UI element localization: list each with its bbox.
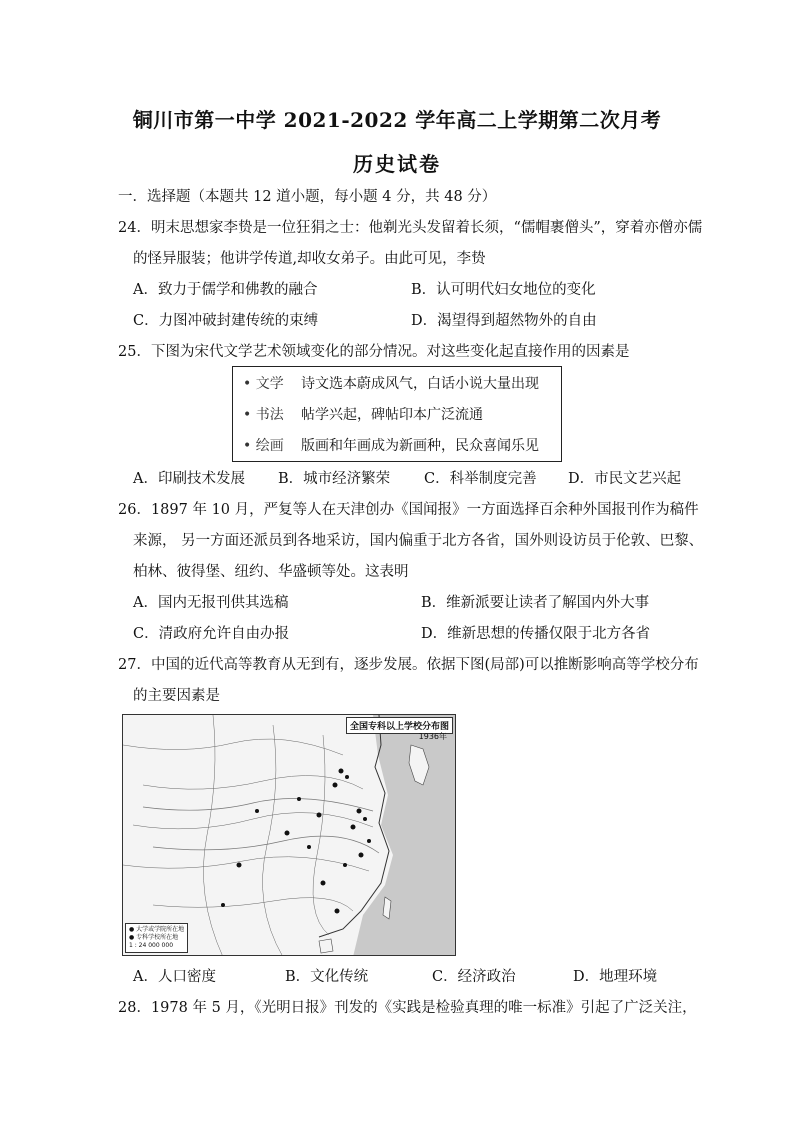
q25-box-category: • 文学 <box>243 376 284 392</box>
q24-option-c: C．力图冲破封建传统的束缚 <box>133 313 319 329</box>
q27-option-d: D．地理环境 <box>573 969 658 985</box>
q26-option-d: D．维新思想的传播仅限于北方各省 <box>421 626 651 642</box>
q25-box-text: 版画和年画成为新画种，民众喜闻乐见 <box>301 438 539 454</box>
hainan-island <box>319 939 333 953</box>
q24-stem-line2: 的怪异服装；他讲学传道,却收女弟子。由此可见，李贽 <box>133 251 486 267</box>
q26-stem-line1: 26．1897 年 10 月，严复等人在天津创办《国闻报》一方面选择百余种外国报刊作为稿件 <box>118 502 699 518</box>
q27-option-b: B．文化传统 <box>285 969 369 985</box>
exam-subject: 历史试卷 <box>353 152 441 176</box>
q24-option-d: D．渴望得到超然物外的自由 <box>411 313 597 329</box>
q24-option-b: B．认可明代妇女地位的变化 <box>411 282 596 298</box>
q25-box-row-painting <box>243 435 539 455</box>
q25-box-text: 诗文选本蔚成风气，白话小说大量出现 <box>301 376 539 392</box>
q25-box-text: 帖学兴起，碑帖印本广泛流通 <box>301 407 483 423</box>
exam-title: 铜川市第一中学 2021-2022 学年高二上学期第二次月考 <box>132 108 662 132</box>
q26-stem-line2: 来源， 另一方面还派员到各地采访，国内偏重于北方各省，国外则设访员于伦敦、巴黎、 <box>133 533 704 549</box>
province-borders <box>123 715 373 956</box>
map-drawing <box>123 715 456 956</box>
q26-option-a: A．国内无报刊供其选稿 <box>133 595 289 611</box>
map-year: 1936年 <box>418 732 447 741</box>
q27-stem-line1: 27．中国的近代高等教育从无到有，逐步发展。依据下图(局部)可以推断影响高等学校分布 <box>118 657 699 673</box>
q25-option-c: C．科举制度完善 <box>424 471 537 487</box>
q25-option-d: D．市民文艺兴起 <box>568 471 682 487</box>
q24-stem-line1: 24．明末思想家李贽是一位狂狷之士：他剃光头发留着长须，“儒帽裹僧头”，穿着亦僧亦儒 <box>118 220 703 236</box>
school-markers <box>221 769 371 914</box>
q25-box-row-calligraphy <box>243 404 483 424</box>
school-distribution-map <box>122 714 456 956</box>
q28-stem-line1: 28．1978 年 5 月，《光明日报》刊发的《实践是检验真理的唯一标准》引起了广泛关注， <box>118 1000 697 1016</box>
q25-box-row-literature <box>243 373 539 393</box>
rivers <box>143 799 379 854</box>
sea-area <box>353 715 456 956</box>
q25-box-category: • 书法 <box>243 407 284 423</box>
q25-option-a: A．印刷技术发展 <box>133 471 245 487</box>
section-heading: 一．选择题（本题共 12 道小题，每小题 4 分，共 48 分） <box>118 189 497 205</box>
q25-stem: 25．下图为宋代文学艺术领域变化的部分情况。对这些变化起直接作用的因素是 <box>118 344 630 360</box>
q26-option-c: C．清政府允许自由办报 <box>133 626 290 642</box>
q26-stem-line3: 柏林、彼得堡、纽约、华盛顿等处。这表明 <box>133 564 409 580</box>
q25-option-b: B．城市经济繁荣 <box>278 471 391 487</box>
q27-option-a: A．人口密度 <box>133 969 216 985</box>
q25-info-box <box>232 366 562 462</box>
q25-box-category: • 绘画 <box>243 438 284 454</box>
q27-stem-line2: 的主要因素是 <box>133 688 220 704</box>
map-legend-college: ● 专科学校所在地 <box>129 934 179 941</box>
q24-option-a: A．致力于儒学和佛教的融合 <box>133 282 318 298</box>
map-title: 全国专科以上学校分布图 <box>346 717 453 734</box>
map-scale: 1 : 24 000 000 <box>129 942 174 949</box>
map-legend <box>125 923 188 953</box>
q27-option-c: C．经济政治 <box>432 969 516 985</box>
map-legend-university: ● 大学或学院所在地 <box>129 926 185 933</box>
q26-option-b: B．维新派要让读者了解国内外大事 <box>421 595 650 611</box>
